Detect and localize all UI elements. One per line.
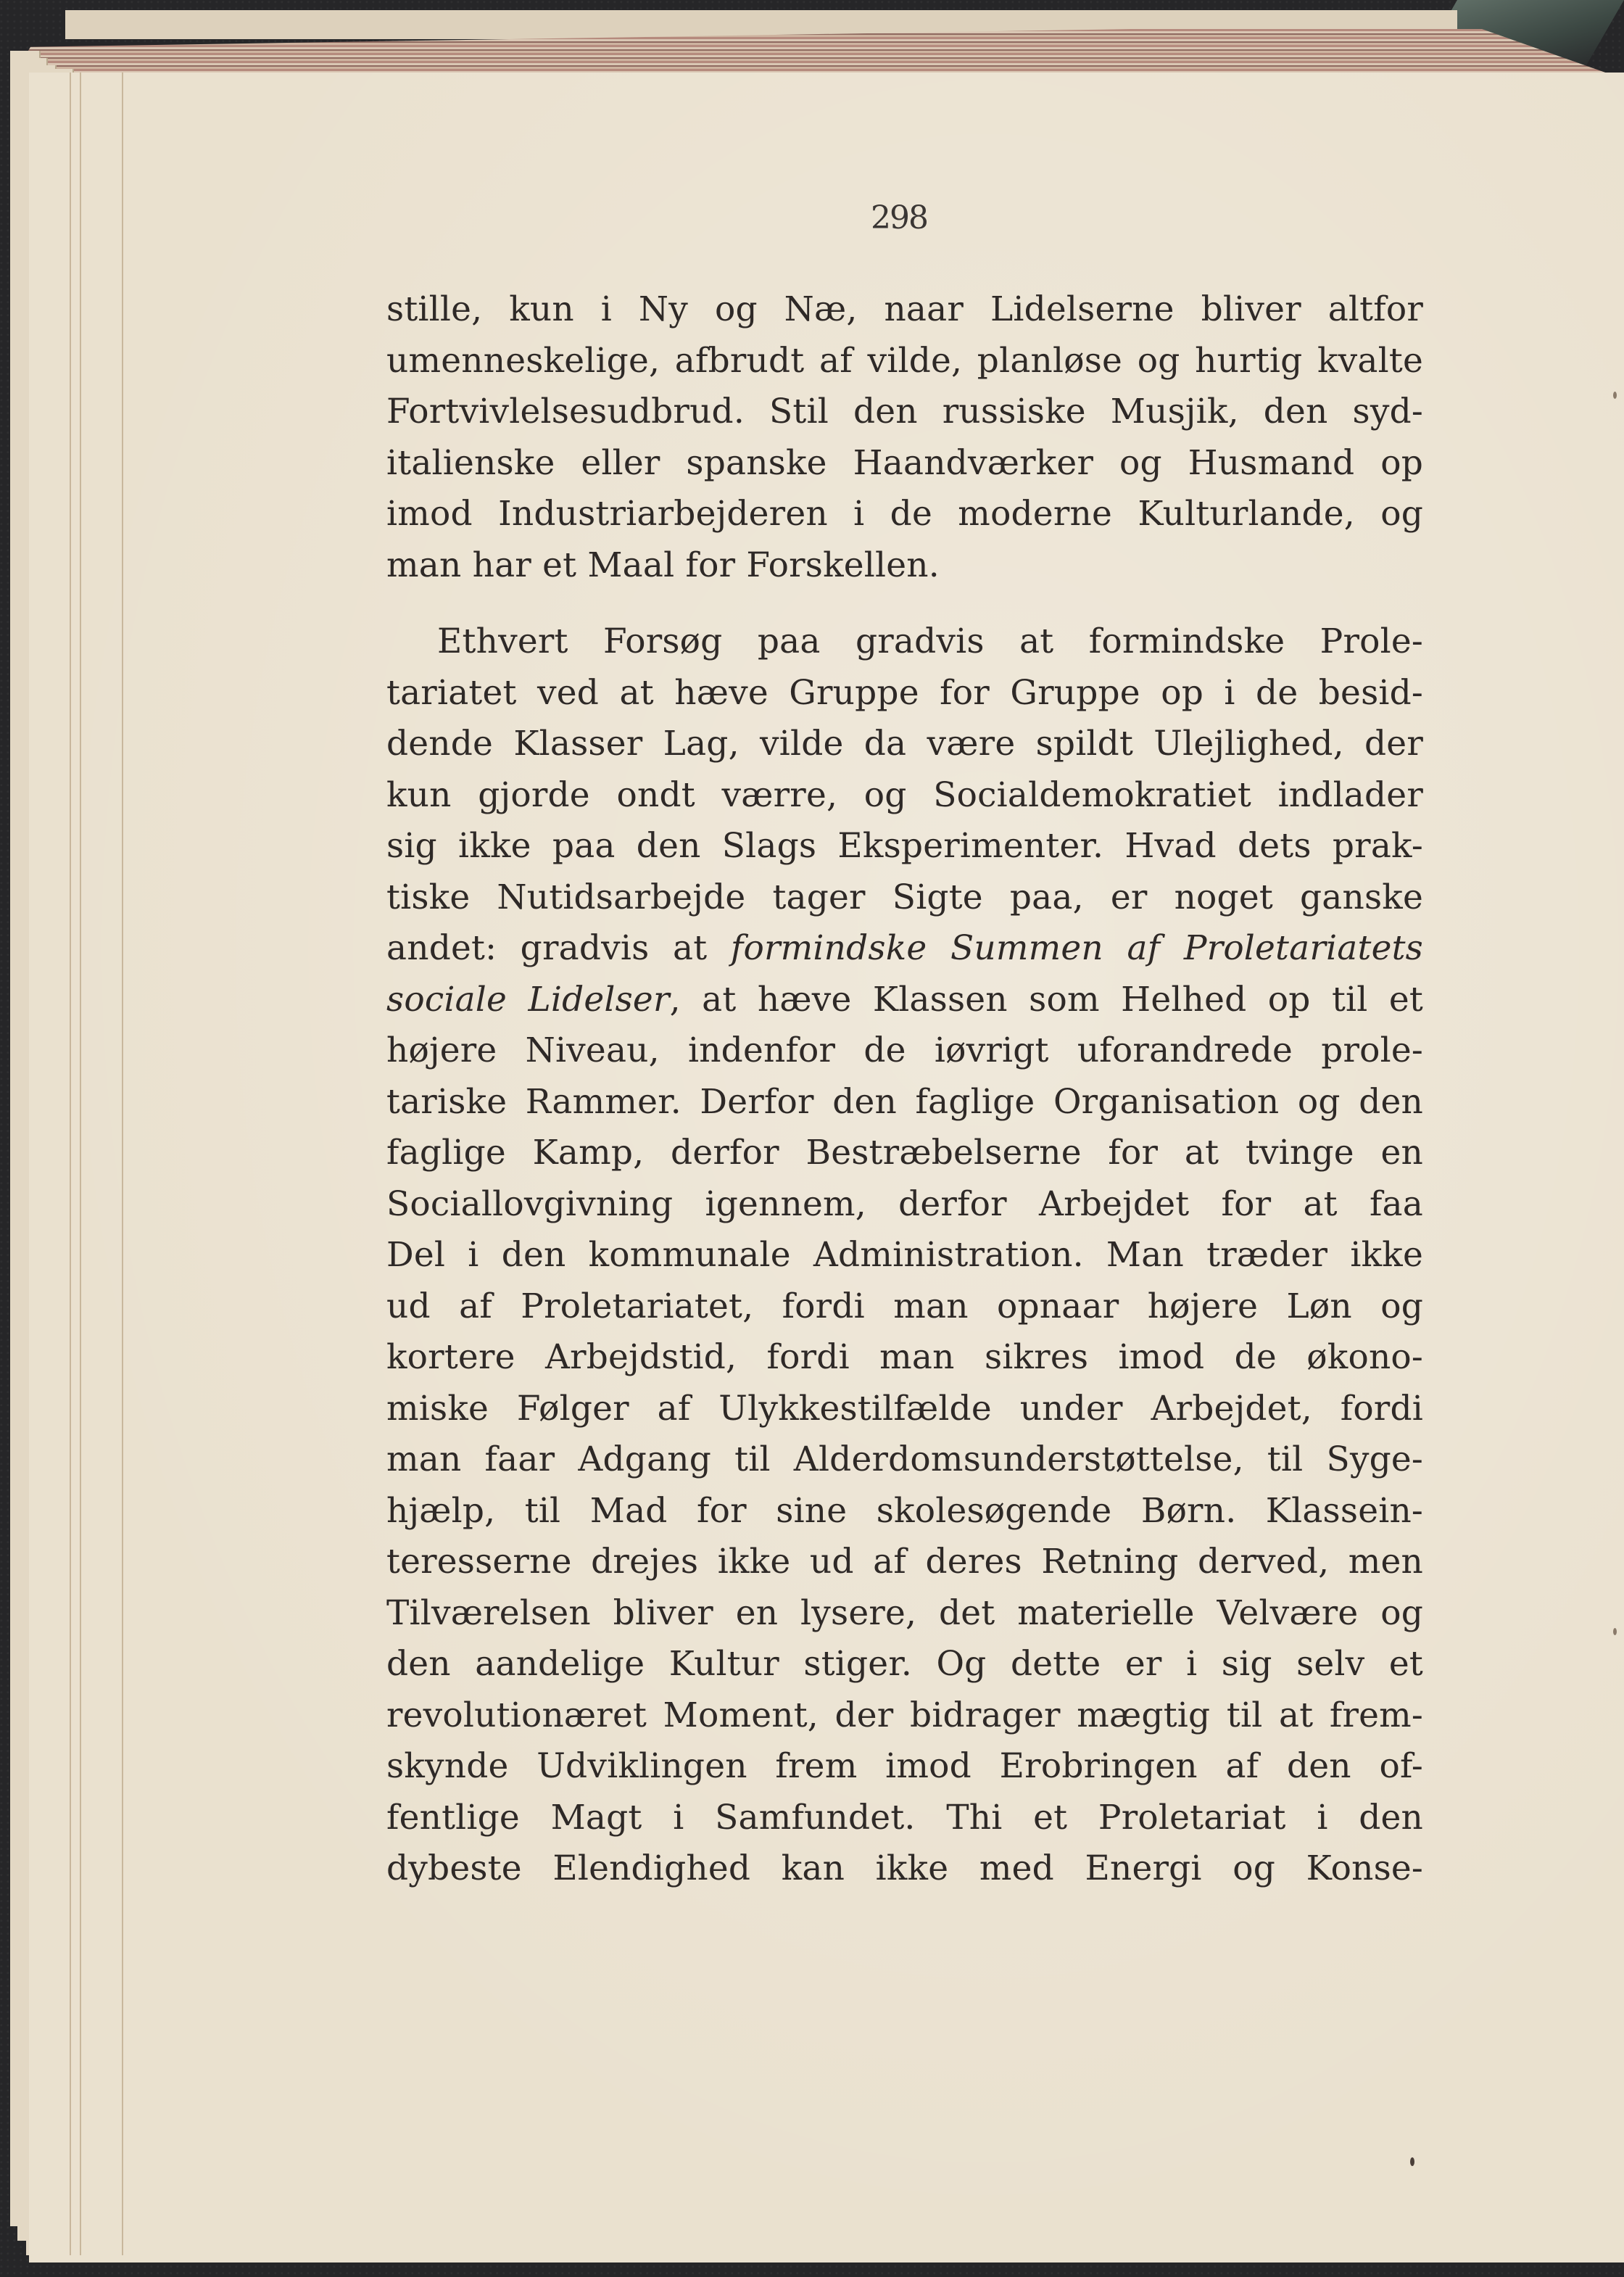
text-line: Ethvert Forsøg paa gradvis at formindske Prole- (437, 621, 1423, 661)
text-line: skynde Udviklingen frem imod Erobringen af den of- (386, 1746, 1423, 1786)
text-line: kun gjorde ondt værre, og Socialdemokratiet indlader (386, 774, 1423, 815)
line-suffix: , at hæve Klassen som Helhed op til et (669, 979, 1424, 1020)
text-line: tiske Nutidsarbejde tager Sigte paa, er noget ganske (386, 877, 1423, 917)
text-line: hjælp, til Mad for sine skolesøgende Børn. Klassein- (386, 1490, 1423, 1531)
ink-speck (1613, 1628, 1617, 1635)
paragraph-2 (386, 616, 1423, 1895)
ink-speck (1613, 392, 1617, 399)
text-line: dybeste Elendighed kan ikke med Energi og Konse- (386, 1848, 1423, 1888)
emphasized-text: sociale Lidelser (386, 979, 670, 1020)
text-line: man faar Adgang til Alderdomsunderstøttelse, til Syge- (386, 1439, 1423, 1479)
text-line: umenneskelige, afbrudt af vilde, planløse og hurtig kvalte (386, 340, 1423, 381)
text-line: stille, kun i Ny og Næ, naar Lidelserne bliver altfor (386, 289, 1423, 329)
text-line: Fortvivlelsesudbrud. Stil den russiske Musjik, den syd- (386, 392, 1423, 431)
text-line: imod Industriarbejderen i de moderne Kulturlande, og (386, 494, 1423, 534)
text-line: tariatet ved at hæve Gruppe for Gruppe op i de besid- (386, 672, 1423, 713)
text-line: tariske Rammer. Derfor den faglige Organisation og den (386, 1081, 1423, 1122)
text-line: fentlige Magt i Samfundet. Thi et Proletariat i den (386, 1797, 1423, 1838)
emphasized-text: formindske Summen af Proletariatets (730, 928, 1423, 968)
text-line: dende Klasser Lag, vilde da være spildt Ulejlighed, der (386, 724, 1423, 764)
text-line: Sociallovgivning igennem, derfor Arbejdet for at faa (386, 1183, 1423, 1224)
text-line: man har et Maal for Forskellen. (386, 545, 940, 585)
line-prefix: andet: gradvis at (386, 928, 731, 968)
page-number: 298 (871, 199, 927, 236)
text-line: ud af Proletariatet, fordi man opnaar højere Løn og (386, 1286, 1423, 1326)
text-line: faglige Kamp, derfor Bestræbelserne for at tvinge en (386, 1133, 1423, 1173)
paragraph-1 (386, 284, 1423, 591)
text-line: sig ikke paa den Slags Eksperimenter. Hvad dets prak- (386, 826, 1423, 866)
text-line: revolutionæret Moment, der bidrager mægtig til at frem- (386, 1695, 1423, 1735)
text-line: Tilværelsen bliver en lysere, det materielle Velvære og (386, 1592, 1423, 1633)
text-line: teresserne drejes ikke ud af deres Retning derved, men (386, 1542, 1423, 1582)
page-edge-line (80, 73, 81, 2255)
text-line: miske Følger af Ulykkestilfælde under Arbejdet, fordi (386, 1388, 1423, 1429)
text-line: den aandelige Kultur stiger. Og dette er i sig selv et (386, 1644, 1423, 1684)
page-edge-line (70, 73, 71, 2255)
text-line: kortere Arbejdstid, fordi man sikres imod de økono- (386, 1337, 1423, 1377)
text-line: italienske eller spanske Haandværker og Husmand op (386, 442, 1423, 483)
ink-speck (1410, 2157, 1414, 2166)
text-line-with-emphasis (386, 975, 1423, 1026)
text-line: Del i den kommunale Administration. Man træder ikke (386, 1235, 1423, 1275)
text-line: højere Niveau, indenfor de iøvrigt uforandrede prole- (386, 1030, 1423, 1070)
page-edge-line (122, 73, 123, 2255)
text-line-with-emphasis (386, 923, 1423, 975)
